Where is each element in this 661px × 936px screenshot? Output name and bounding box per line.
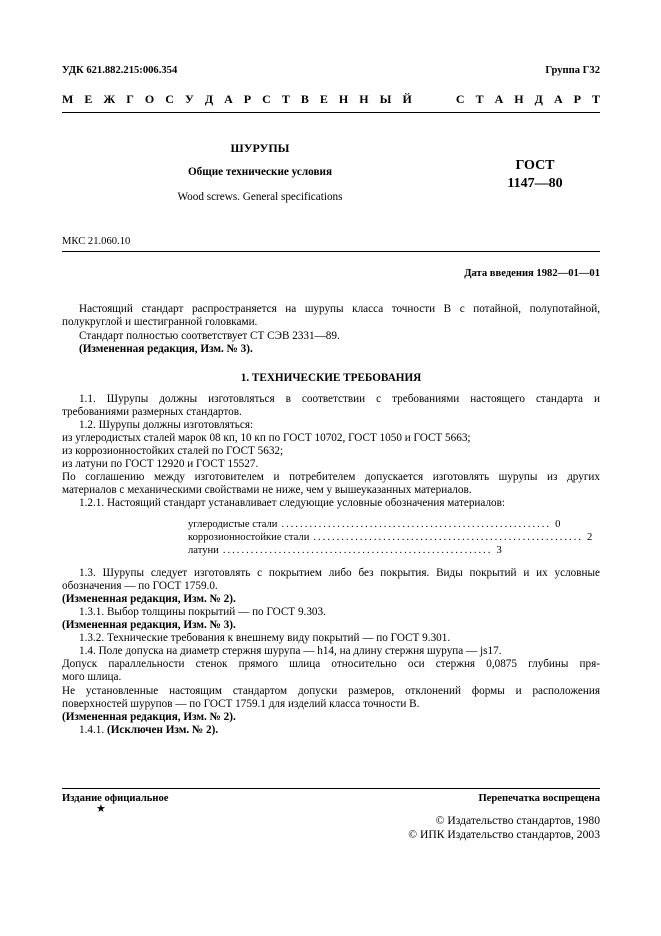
intro-line: Настоящий стандарт распространяется на шурупы класса точности В с потайной, полупотайной, bbox=[79, 303, 600, 315]
leader-dots: .......................................................... bbox=[281, 519, 552, 530]
clause-text: 1.3.1. Выбор толщины покрытий — по ГОСТ 9.303. bbox=[79, 606, 326, 618]
clause-text: требованиями размерных стандартов. bbox=[62, 406, 242, 418]
excluded-note: (Исключен Изм. № 2). bbox=[106, 724, 219, 736]
doc-english-title: Wood screws. General specifications bbox=[177, 191, 343, 203]
leader-dots: .......................................................... bbox=[222, 545, 493, 556]
clause-text: обозначения — по ГОСТ 1759.0. bbox=[62, 580, 218, 592]
materials-row bbox=[188, 518, 561, 531]
material-code: 0 bbox=[555, 519, 561, 530]
clause-text: мого шлица. bbox=[62, 671, 122, 683]
clause-number: 1.4.1. bbox=[79, 724, 105, 736]
intro-line: Стандарт полностью соответствует СТ СЭВ 2331—89. bbox=[79, 330, 340, 342]
clause-text: материалов с механическими свойствами не ниже, чем у вышеуказанных материалов. bbox=[62, 484, 472, 496]
star-mark: ★ bbox=[96, 803, 106, 815]
copyright-line: © ИПК Издательство стандартов, 2003 bbox=[408, 828, 600, 841]
intro-line: полукруглой и шестигранной головками. bbox=[62, 316, 258, 328]
footer-rule bbox=[62, 788, 600, 789]
clause-excluded bbox=[62, 724, 600, 737]
materials-row bbox=[188, 544, 502, 557]
material-code: 3 bbox=[496, 545, 502, 556]
standard-banner: М Е Ж Г О С У Д А Р С Т В Е Н Н Ы Й С Т А Н Д А Р Т bbox=[62, 92, 600, 106]
clause-text: из латуни по ГОСТ 12920 и ГОСТ 15527. bbox=[62, 458, 259, 470]
materials-list bbox=[188, 518, 593, 557]
section-heading: 1. ТЕХНИЧЕСКИЕ ТРЕБОВАНИЯ bbox=[240, 372, 422, 384]
header-rule bbox=[62, 112, 600, 113]
clause-text: 1.3. Шурупы следует изготовлять с покрытием либо без покрытия. Виды покрытий и их условные bbox=[79, 567, 600, 579]
materials-row bbox=[188, 531, 593, 544]
clause-text: 1.1. Шурупы должны изготовляться в соответствии с требованиями настоящего стандарта и bbox=[79, 393, 600, 405]
gost-number: 1147—80 bbox=[507, 176, 563, 191]
official-edition: Издание официальное bbox=[62, 793, 169, 804]
clause-text: 1.3.2. Технические требования к внешнему виду покрытий — по ГОСТ 9.301. bbox=[79, 632, 451, 644]
gost-label: ГОСТ bbox=[515, 158, 555, 173]
doc-subtitle: Общие технические условия bbox=[187, 166, 333, 178]
reprint-prohibited: Перепечатка воспрещена bbox=[478, 793, 600, 804]
amendment-note: (Измененная редакция, Изм. № 2). bbox=[62, 711, 236, 723]
material-label: углеродистые стали bbox=[188, 519, 278, 530]
clause-text: из углеродистых сталей марок 08 кп, 10 кп по ГОСТ 10702, ГОСТ 1050 и ГОСТ 5663; bbox=[62, 432, 471, 444]
clause-text: Не установленные настоящим стандартом допуски размеров, отклонений формы и расположения bbox=[62, 685, 600, 697]
leader-dots: .......................................................... bbox=[313, 532, 583, 543]
group-code: Группа Г32 bbox=[545, 65, 600, 76]
udk-code: УДК 621.882.215:006.354 bbox=[62, 65, 178, 76]
clause-text: Допуск параллельности стенок прямого шлица относительно оси стержня 0,0875 глубины пря- bbox=[62, 658, 600, 670]
amendment-note: (Измененная редакция, Изм. № 2). bbox=[62, 593, 236, 605]
clause-text: 1.4. Поле допуска на диаметр стержня шурупа — h14, на длину стержня шурупа — js17. bbox=[79, 645, 502, 657]
material-code: 2 bbox=[587, 532, 593, 543]
material-label: коррозионностойкие стали bbox=[188, 532, 310, 543]
clause-text: из коррозионностойких сталей по ГОСТ 5632; bbox=[62, 445, 284, 457]
intro-date: Дата введения 1982—01—01 bbox=[464, 268, 600, 279]
mks-code: МКС 21.060.10 bbox=[62, 236, 131, 247]
doc-title: ШУРУПЫ bbox=[230, 141, 290, 155]
amendment-note: (Измененная редакция, Изм. № 3). bbox=[62, 619, 236, 631]
title-rule bbox=[62, 251, 600, 252]
clause-text: 1.2.1. Настоящий стандарт устанавливает следующие условные обозначения материалов: bbox=[79, 497, 506, 509]
material-label: латуни bbox=[188, 545, 219, 556]
clause-text: 1.2. Шурупы должны изготовляться: bbox=[79, 419, 254, 431]
amendment-note: (Измененная редакция, Изм. № 3). bbox=[79, 343, 253, 355]
clause-text: поверхностей шурупов — по ГОСТ 1759.1 для изделий класса точности В. bbox=[62, 698, 420, 710]
copyright-line: © Издательство стандартов, 1980 bbox=[435, 814, 600, 827]
clause-text: По соглашению между изготовителем и потребителем допускается изготовлять шурупы из других bbox=[62, 471, 600, 483]
